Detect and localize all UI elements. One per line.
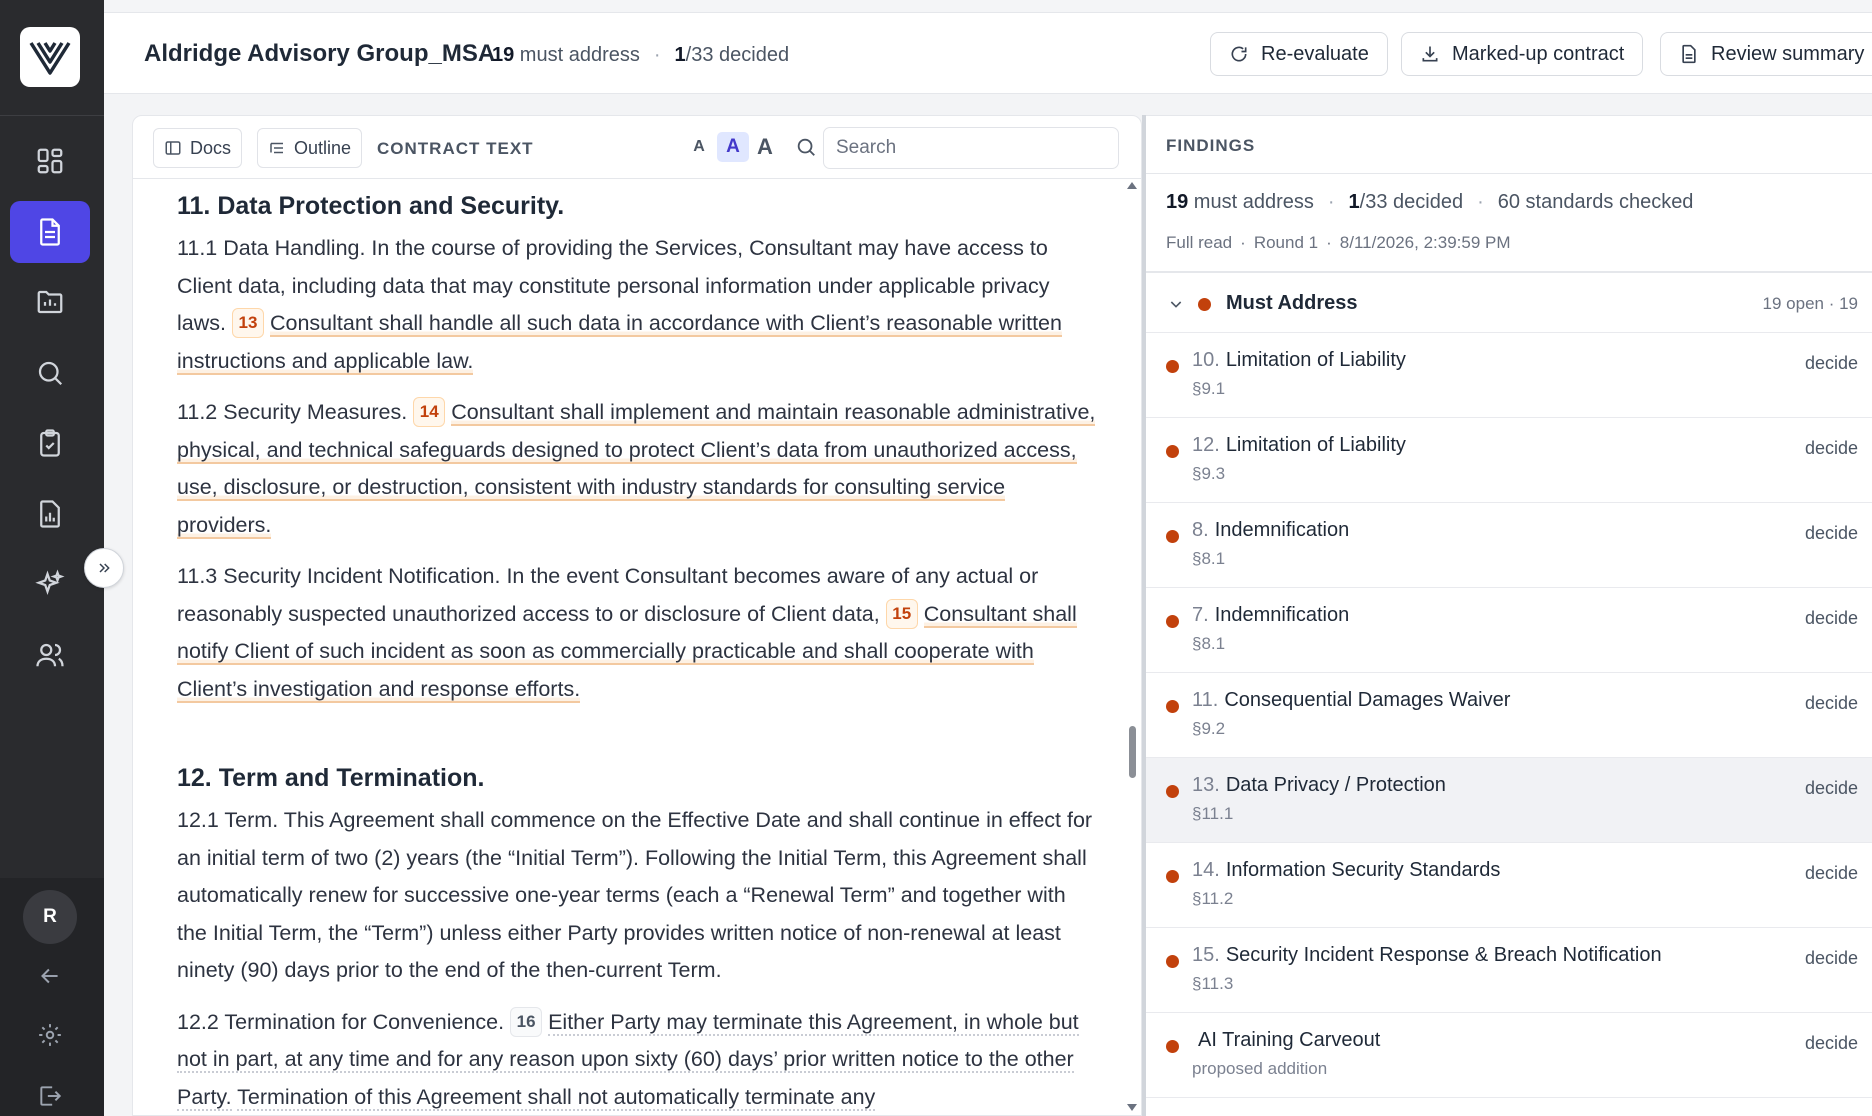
gear-icon [37, 1022, 63, 1048]
finding-number: 14. [1192, 859, 1220, 881]
clause-text: 11.3 Security Incident Notification. In the event Consultant becomes aware of any actual or reasonably suspected unauthorized access to or disclosure of Client data, [177, 564, 1039, 626]
chevron-down-icon [1168, 296, 1184, 312]
finding-name: Information Security Standards [1225, 859, 1501, 881]
contract-panel [132, 115, 1142, 1116]
finding-name: Limitation of Liability [1225, 349, 1406, 371]
findings-heading: FINDINGS [1166, 136, 1256, 155]
finding-title [1192, 349, 1406, 372]
highlighted-clause[interactable]: Consultant shall implement and maintain reasonable administrative, physical, and technical safeguards designed to protect Client’s data from unauthorized access, use, disclosure, or destruction, consistent with industry standards for consulting service providers. [177, 400, 1096, 537]
highlighted-clause[interactable]: Either Party may terminate this Agreement, in whole but not in part, at any time and for any reason upon sixty (60) days’ prior written notice to the other Party. [177, 1009, 1079, 1109]
nav-dashboard[interactable] [10, 130, 90, 192]
grid-icon [35, 146, 65, 176]
finding-item[interactable] [1146, 587, 1872, 672]
nav-team[interactable] [10, 624, 90, 686]
finding-badge[interactable]: 16 [510, 1007, 542, 1037]
separator-dot: · [1477, 191, 1484, 213]
must-address-label: must address [1188, 191, 1314, 213]
clause-text: Termination of this Agreement shall not automatically terminate any [237, 1084, 876, 1109]
marked-up-contract-label: Marked-up contract [1452, 42, 1625, 65]
finding-name: Indemnification [1214, 604, 1350, 626]
decide-button[interactable]: decide [1804, 693, 1858, 713]
decide-button[interactable]: decide [1804, 948, 1858, 968]
finding-item[interactable] [1146, 502, 1872, 587]
finding-item[interactable] [1146, 417, 1872, 502]
review-summary-label: Review summary [1711, 42, 1865, 65]
highlighted-clause[interactable]: Consultant shall handle all such data in accordance with Client’s reasonable written instructions and applicable law. [177, 311, 1062, 373]
finding-title [1192, 434, 1406, 457]
contract-text-title: CONTRACT TEXT [377, 139, 534, 158]
finding-title [1192, 519, 1349, 542]
document-icon [1679, 44, 1699, 64]
finding-section: §9.3 [1192, 464, 1226, 483]
status-dot [1166, 445, 1179, 458]
clause-12-1: 12.1 Term. This Agreement shall commence on the Effective Date and shall continue in effect for an initial term of two (2) years (the “Initial Term”). Following the Initial Term, this Agreement shall automatically renew for successive one-year terms (each a “Renewal Term” and together with the Initial Term, the “Term”) unless either Party provides written notice of non-renewal at least ninety (90) days prior to the end of the then-current Term. [177, 808, 1093, 982]
nav-search[interactable] [10, 342, 90, 404]
standards-checked: 60 standards checked [1497, 191, 1694, 213]
contract-toolbar [133, 116, 1141, 179]
logout-icon [37, 1083, 63, 1109]
status-dot [1166, 785, 1179, 798]
finding-number: 13. [1192, 774, 1220, 796]
finding-name: AI Training Carveout [1198, 1029, 1381, 1051]
finding-name: Data Privacy / Protection [1225, 774, 1446, 796]
finding-item[interactable] [1146, 332, 1872, 417]
review-summary-button[interactable] [1660, 32, 1872, 76]
findings-stats [1166, 191, 1693, 214]
logout-button[interactable] [32, 1078, 68, 1114]
avatar[interactable]: R [23, 890, 77, 944]
clipboard-check-icon [35, 428, 65, 458]
back-button[interactable] [32, 958, 68, 994]
font-size-small[interactable]: A [693, 138, 705, 155]
document-icon [35, 217, 65, 247]
users-icon [35, 640, 65, 670]
finding-name: Security Incident Response & Breach Notification [1225, 944, 1662, 966]
divider [1146, 173, 1872, 174]
separator-dot: · [653, 44, 661, 66]
finding-item[interactable] [1146, 1097, 1872, 1116]
arrow-left-icon [37, 963, 63, 989]
decide-button[interactable]: decide [1804, 778, 1858, 798]
outline-button[interactable] [257, 128, 362, 168]
report-chart-icon [35, 499, 65, 529]
finding-section: §9.2 [1192, 719, 1226, 738]
decide-button[interactable]: decide [1804, 438, 1858, 458]
outline-label: Outline [294, 137, 352, 158]
outline-list-icon [268, 139, 286, 157]
font-size-medium[interactable]: A [717, 132, 749, 162]
refresh-icon [1229, 44, 1249, 64]
nav-contracts[interactable] [10, 201, 90, 263]
nav-ai[interactable] [10, 553, 90, 615]
clause-12-2 [177, 1004, 1097, 1116]
app-logo[interactable] [20, 27, 80, 87]
finding-number: 10. [1192, 349, 1220, 371]
finding-badge[interactable]: 14 [413, 397, 445, 427]
finding-title [1192, 944, 1662, 967]
search-input[interactable] [823, 127, 1119, 169]
decided-label: /33 decided [1359, 191, 1464, 213]
divider [1146, 271, 1872, 273]
finding-number: 12. [1192, 434, 1220, 456]
finding-item[interactable] [1146, 927, 1872, 1012]
font-size-large[interactable]: A [757, 134, 773, 159]
decided-value: 1 [674, 44, 686, 66]
folder-chart-icon [35, 287, 65, 317]
findings-meta [1166, 233, 1511, 253]
findings-panel [1146, 115, 1872, 1116]
scroll-down-arrow[interactable] [1127, 1104, 1137, 1111]
group-label: Must Address [1226, 292, 1358, 314]
page-header [104, 0, 1872, 94]
expand-sidebar-button[interactable] [84, 548, 124, 588]
page-title: Aldridge Advisory Group_MSA [144, 40, 496, 67]
group-must-address[interactable] [1146, 276, 1872, 332]
decide-button[interactable]: decide [1804, 1033, 1858, 1053]
finding-title [1192, 689, 1510, 712]
finding-section: §8.1 [1192, 634, 1226, 653]
finding-title [1192, 1029, 1380, 1052]
must-address-count: 19 [492, 44, 515, 66]
status-dot [1166, 1040, 1179, 1053]
finding-section: proposed addition [1192, 1059, 1328, 1078]
finding-name: Indemnification [1214, 519, 1350, 541]
nav-tasks[interactable] [10, 412, 90, 474]
finding-item[interactable] [1146, 1012, 1872, 1097]
finding-number: 11. [1192, 689, 1219, 711]
sidebar-panel-icon [164, 139, 182, 157]
section-gap [177, 722, 1097, 760]
rail-divider [0, 115, 104, 116]
reevaluate-label: Re-evaluate [1261, 42, 1369, 65]
clause-11-3 [177, 558, 1097, 708]
decide-button[interactable]: decide [1804, 608, 1858, 628]
decide-button[interactable]: decide [1804, 523, 1858, 543]
separator-dot: · [1326, 233, 1332, 252]
clause-11-1 [177, 230, 1097, 380]
status-dot [1166, 530, 1179, 543]
highlighted-clause[interactable]: Consultant shall notify Client of such incident as soon as commercially practicable and shall cooperate with Client’s investigation and response efforts. [177, 601, 1077, 701]
nav-reports[interactable] [10, 271, 90, 333]
finding-name: Consequential Damages Waiver [1224, 689, 1511, 711]
clause-text: 11.2 Security Measures. [177, 400, 408, 424]
finding-section: §11.2 [1192, 889, 1234, 908]
finding-number: 7. [1192, 604, 1209, 626]
finding-badge[interactable]: 15 [886, 599, 918, 629]
status-dot [1166, 360, 1179, 373]
contract-text [177, 188, 1097, 1116]
must-address-label: must address [514, 44, 640, 66]
clause-text: 12.2 Termination for Convenience. [177, 1009, 505, 1034]
status-dot [1166, 870, 1179, 883]
scroll-up-arrow[interactable] [1127, 182, 1137, 189]
finding-number: 8. [1192, 519, 1209, 541]
finding-title [1192, 774, 1446, 797]
decide-button[interactable]: decide [1804, 353, 1858, 373]
decide-button[interactable]: decide [1804, 863, 1858, 883]
finding-item-selected[interactable] [1146, 757, 1872, 842]
review-timestamp: 8/11/2026, 2:39:59 PM [1339, 233, 1511, 252]
docs-button[interactable] [153, 128, 242, 168]
scrollbar-thumb[interactable] [1129, 726, 1136, 778]
finding-section: §8.1 [1192, 549, 1226, 568]
must-address-count: 19 [1166, 191, 1189, 213]
status-dot [1166, 955, 1179, 968]
finding-name: Limitation of Liability [1225, 434, 1406, 456]
chevrons-right-icon [96, 560, 112, 576]
clause-text: 11.1 Data Handling. In the course of providing the Services, Consultant may have access to Client data, including data that may constitute personal information under applicable privacy laws. [177, 236, 1050, 335]
status-dot [1166, 615, 1179, 628]
marked-up-contract-button[interactable] [1401, 32, 1643, 76]
section-heading: 12. Term and Termination. [177, 764, 485, 792]
decided-label: /33 decided [685, 44, 790, 66]
search-icon [35, 358, 65, 388]
finding-item[interactable] [1146, 842, 1872, 927]
decided-value: 1 [1348, 191, 1360, 213]
header-stats [492, 44, 789, 67]
finding-section: §11.1 [1192, 804, 1234, 823]
finding-item[interactable] [1146, 672, 1872, 757]
nav-analytics[interactable] [10, 483, 90, 545]
section-heading: 11. Data Protection and Security. [177, 192, 565, 220]
top-strip [104, 0, 1872, 13]
separator-dot: · [1240, 233, 1246, 252]
status-dot [1166, 700, 1179, 713]
finding-section: §11.3 [1192, 974, 1234, 993]
logo-icon [28, 37, 72, 77]
separator-dot: · [1327, 191, 1335, 213]
finding-badge[interactable]: 13 [232, 308, 264, 338]
search-icon [795, 136, 817, 158]
review-round: Round 1 [1253, 233, 1319, 252]
clause-11-2 [177, 394, 1097, 544]
finding-section: §9.1 [1192, 379, 1226, 398]
group-count: 19 open · 19 [1762, 294, 1858, 313]
reevaluate-button[interactable] [1210, 32, 1388, 76]
docs-label: Docs [190, 137, 232, 158]
review-mode: Full read [1166, 233, 1233, 252]
finding-title [1192, 604, 1349, 627]
sparkles-icon [35, 569, 65, 599]
finding-title [1192, 859, 1500, 882]
settings-button[interactable] [32, 1017, 68, 1053]
status-dot [1198, 298, 1211, 311]
download-icon [1420, 44, 1440, 64]
finding-number: 15. [1192, 944, 1220, 966]
